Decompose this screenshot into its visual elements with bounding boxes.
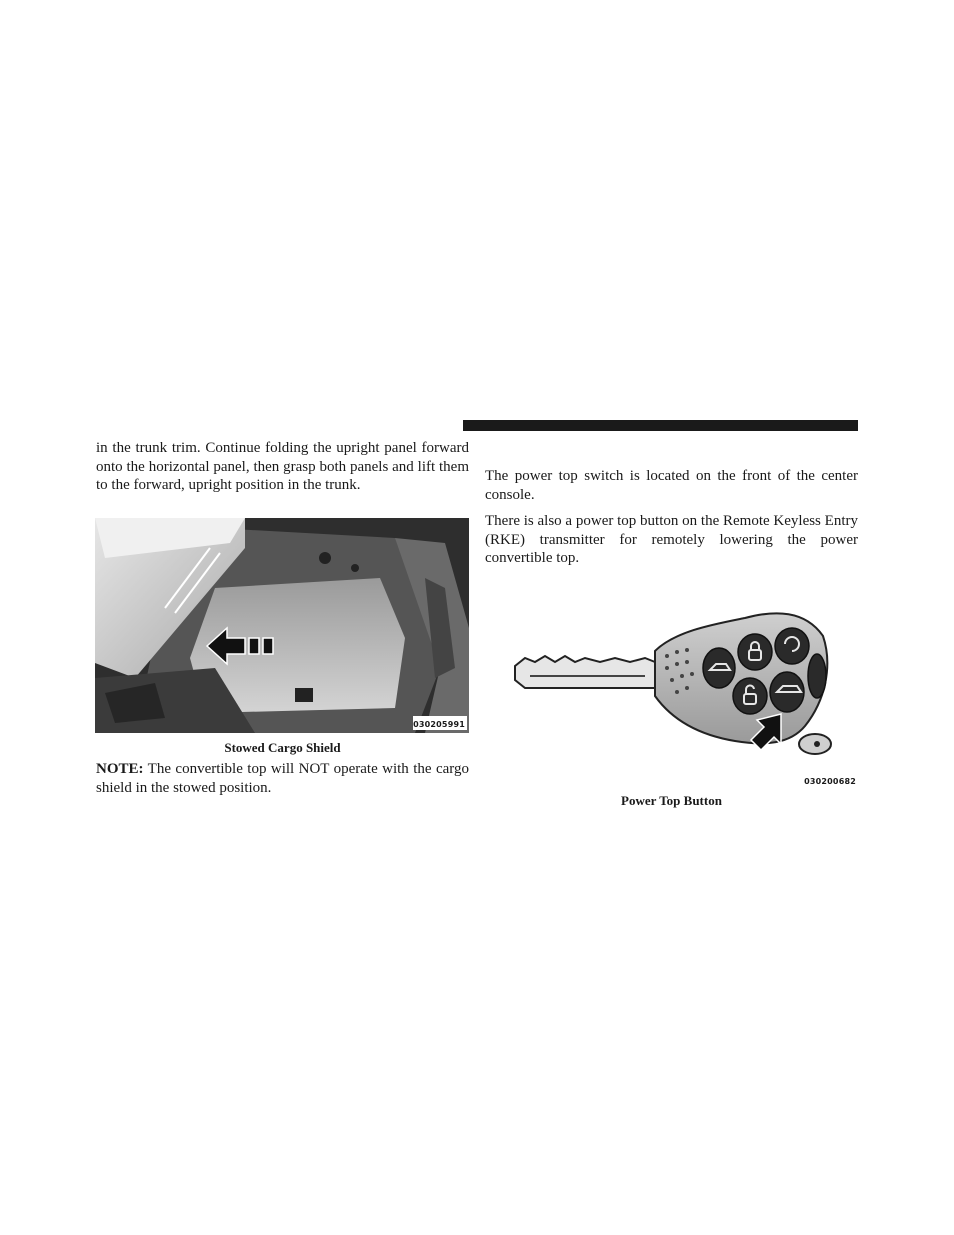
- stowed-cargo-shield-figure: [95, 518, 469, 733]
- rke-paragraph: There is also a power top button on the Remote Keyless Entry (RKE) transmitter for remotely lowering the power convertible top.: [485, 513, 858, 567]
- panic-button: [703, 648, 735, 688]
- trunk-photo-illustration: [95, 518, 469, 733]
- figure-code: 030200682: [804, 777, 856, 786]
- power-top-switch-paragraph: The power top switch is located on the front of the center console.: [485, 468, 858, 503]
- unlock-button: [733, 678, 767, 714]
- remote-start-button: [775, 628, 809, 664]
- note-paragraph: [96, 760, 469, 797]
- figure-caption: Power Top Button: [621, 793, 722, 808]
- note-text: The convertible top will NOT operate with the cargo shield in the stowed position.: [96, 761, 469, 796]
- note-label: NOTE:: [96, 761, 144, 777]
- figure-caption: Stowed Cargo Shield: [224, 740, 341, 755]
- figure-code: 030205991: [413, 720, 465, 729]
- lock-button: [738, 634, 772, 670]
- key-fob-illustration: [505, 596, 860, 788]
- intro-paragraph: in the trunk trim. Continue folding the upright panel forward onto the horizontal panel, then grasp both panels and lift them to the forward, upright position in the trunk.: [96, 440, 469, 494]
- power-top-button-figure: [505, 596, 860, 788]
- section-header-bar: [463, 420, 858, 431]
